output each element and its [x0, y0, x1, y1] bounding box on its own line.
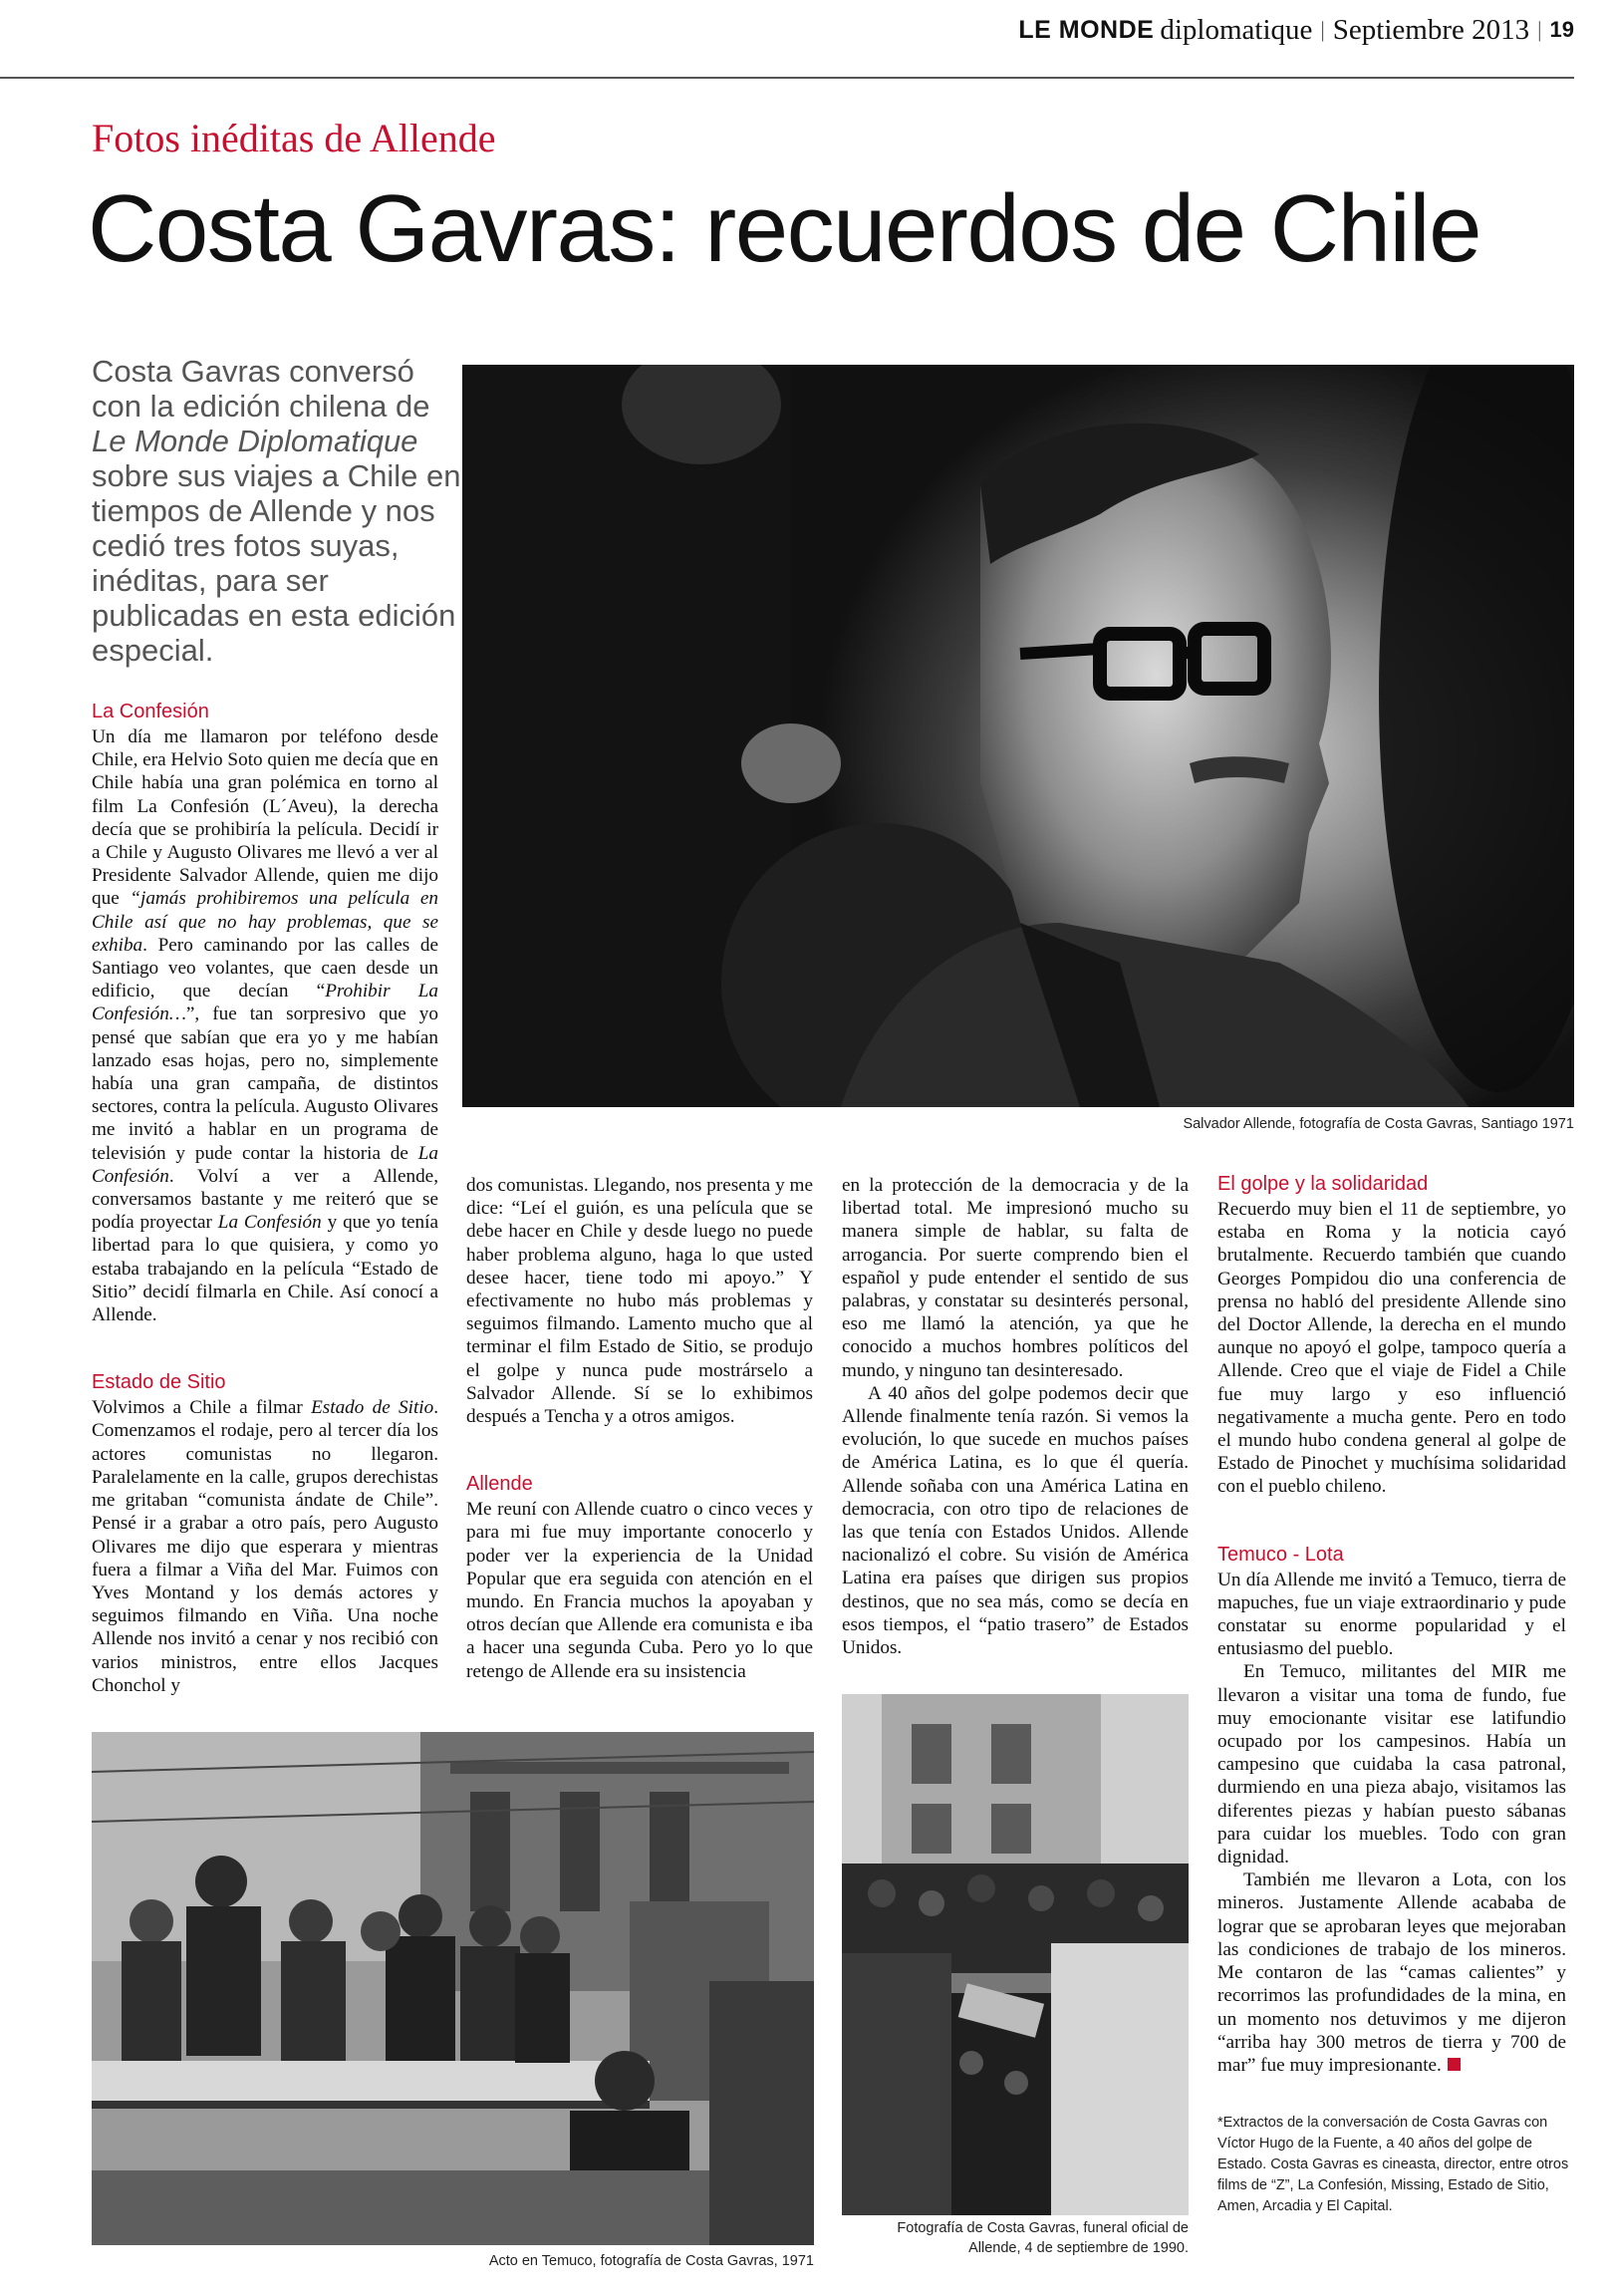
section-body-temuco: Un día Allende me invitó a Temuco, tierra de mapuches, fue un viaje extraordinario y pude constatar su enorme popularidad y el entusiasmo del pueblo.: [1217, 1569, 1566, 1660]
section-body-estado-de-sitio: [92, 1396, 438, 1697]
section-body-temuco-paragraph-3: [1217, 1868, 1566, 2077]
section-heading-la-confesion: La Confesión: [92, 701, 209, 722]
section-body-allende: Me reuní con Allende cuatro o cinco veces y para mi fue muy importante conocerlo y poder ver la experiencia de la Unidad Popular que era seguida con atención en el mundo. En Francia muchos la apoyaban y otros decían que Allende era comunista e iba a hacer una segunda Cuba. Pero yo lo que retengo de Allende era su insistencia: [466, 1499, 813, 1682]
funeral-illustration: [842, 1694, 1189, 2215]
section-body-allende-continued: en la protección de la democracia y de la libertad total. Me impresionó mucho su manera simple de hablar, su falta de arrogancia. Por suerte comprendo bien el español y pude entender el sentido de sus palabras, y constatar su desinterés personal, eso me llamó la atención, ya que he conocido a muchos hombres políticos del mundo, y ninguno tan desinteresado.: [842, 1175, 1189, 1381]
section-heading-temuco-lota: Temuco - Lota: [1217, 1543, 1344, 1566]
film-title: Estado de Sitio: [311, 1397, 434, 1419]
body-text: y que yo tenía libertad para lo que quisiera, y como yo estaba trabajando en la película “Estado de Sitio” decidí filmarla en Chile. Así conocí a Allende.: [92, 1212, 438, 1326]
lede-text: sobre sus viajes a Chile en tiempos de Allende y nos cedió tres fotos suyas, inéditas, para ser publicadas en esta edición especial.: [92, 458, 461, 668]
section-body-allende-paragraph-2: A 40 años del golpe podemos decir que Allende finalmente tenía razón. Si vemos la evolución, lo que sucede en muchos países de América Latina, es lo que él quería. Allende soñaba con una América Latina en democracia, con otro tipo de relaciones de las que tenía con Estados Unidos. Allende nacionalizó el cobre. Su visión de América Latina era países que dirigen sus propios destinos, que no sea más, como se decía en esos tiempos, el “patio trasero” de Estados Unidos.: [842, 1382, 1189, 1659]
temuco-illustration: [92, 1732, 814, 2245]
column-3: [842, 1174, 1189, 1659]
page-title: Costa Gavras: recuerdos de Chile: [88, 175, 1480, 282]
section-heading-el-golpe: El golpe y la solidaridad: [1217, 1173, 1429, 1195]
header-separator: |: [1320, 17, 1325, 42]
body-text: ”, fue tan sorpresivo que yo pensé que sabían que era yo y me habían lanzado esas hojas, pero no, simplemente había una gran campaña, de distintos sectores, contra la película. Augusto Olivares me invitó a hablar en un programa de televisión y pude contar la historia de: [92, 1004, 438, 1164]
main-photo-caption: Salvador Allende, fotografía de Costa Gavras, Santiago 1971: [1183, 1116, 1574, 1132]
page-number: 19: [1549, 17, 1574, 42]
film-title: La Confesión: [217, 1212, 322, 1234]
portrait-illustration: [462, 365, 1574, 1107]
section-body-estado-de-sitio-continued: dos comunistas. Llegando, nos presenta y me dice: “Leí el guión, es una película que se debe hacer en Chile y desde luego no puede haber problema alguno, haga lo que usted desee hacer, tiene todo mi apoyo.” Y efectivamente no hubo más problemas y seguimos filmando. Lamento mucho que al terminar el film Estado de Sitio, se produjo el golpe y nunca pude mostrárselo a Salvador Allende. Sí se lo exhibimos después a Tencha y a otros amigos.: [466, 1175, 813, 1428]
film-title: La Confesión: [92, 1142, 438, 1187]
footnote: *Extractos de la conversación de Costa Gavras con Víctor Hugo de la Fuente, a 40 años del golpe de Estado. Costa Gavras es cineasta, director, entre otros films de “Z”, La Confesión, Missing, Estado de Sitio, Amen, Arcadia y El Capital.: [1217, 2115, 1569, 2214]
body-text: También me llevaron a Lota, con los mineros. Justamente Allende acababa de lograr que se aprobaran leyes que mejoraban las condiciones de trabajo de los mineros. Me contaron de las “camas calientes” y recorrimos las profundidades de la mina, en un momento nos detuvimos y me dijeron “arriba hay 300 metros de tierra y 700 de mar” fue muy impresionante.: [1217, 1869, 1566, 2076]
body-text: Un día me llamaron por teléfono desde Chile, era Helvio Soto quien me decía que en Chile había una gran polémica en torno al film La Confesión (L´Aveu), la derecha decía que se prohibiría la película. Decidí ir a Chile y Augusto Olivares me llevó a ver al Presidente Salvador Allende, quien me dijo que: [92, 726, 438, 910]
header-separator: |: [1537, 17, 1542, 42]
lede-publication: Le Monde Diplomatique: [92, 424, 418, 458]
temuco-photo-caption: Acto en Temuco, fotografía de Costa Gavras, 1971: [488, 2253, 814, 2269]
funeral-photo: [842, 1694, 1189, 2215]
section-body-el-golpe: Recuerdo muy bien el 11 de septiembre, yo estaba en Roma y la noticia cayó brutalmente. Recuerdo también que cuando Georges Pompidou dio una conferencia de prensa no habló del presidente Allende sino del Doctor Allende, la derecha en el mundo aunque no apoyó el golpe, tampoco quería a Allende. Creo que el viaje de Fidel a Chile fue muy largo y eso influenció negativamente a mucha gente. Pero en todo el mundo hubo condena general al golpe de Estado de Pinochet y muchísima solidaridad con el pueblo chileno.: [1217, 1199, 1566, 1498]
masthead: [1018, 10, 1574, 50]
section-heading-estado-de-sitio: Estado de Sitio: [92, 1371, 226, 1394]
body-text: . Volví a ver a Allende, conversamos bastante y me reiteró que se podía proyectar: [92, 1165, 438, 1234]
column-2: [466, 1174, 813, 1683]
body-text: Volvimos a Chile a filmar: [92, 1397, 312, 1419]
quote-text: “jamás prohibiremos una película en Chile así que no hay problemas, que se exhiba: [92, 888, 438, 956]
body-text: . Comenzamos el rodaje, pero al tercer día los actores comunistas no llegaron. Paralelamente en la calle, grupos derechistas me gritaban “comunista ándate de Chile”. Pensé ir a grabar a otro país, pero Augusto Olivares me dijo que esperara y mientras fuera a filmar a Viña del Mar. Fuimos con Yves Montand y los demás actores y seguimos filmando en Viña. Una noche Allende nos invitó a cenar y nos recibió con varios ministros, entre ellos Jacques Chonchol y: [92, 1397, 438, 1696]
lede-text: Costa Gavras conversó con la edición chilena de: [92, 354, 430, 424]
column-4: [1217, 1172, 1566, 2077]
body-text: . Pero caminando por las calles de Santiago veo volantes, que caen desde un edificio, que decían “: [92, 934, 438, 1003]
end-of-article-mark: [1448, 2058, 1461, 2071]
section-body-la-confesion: [92, 725, 438, 1326]
brand-bold: LE MONDE: [1018, 15, 1155, 44]
temuco-event-photo: [92, 1732, 814, 2245]
issue-date: Septiembre 2013: [1332, 13, 1530, 46]
quote-text: Prohibir La Confesión…: [92, 981, 439, 1025]
funeral-photo-caption: Fotografía de Costa Gavras, funeral oficial de Allende, 4 de septiembre de 1990.: [897, 2220, 1189, 2256]
brand-light: diplomatique: [1160, 13, 1313, 46]
header-rule: [0, 77, 1574, 79]
kicker: Fotos inéditas de Allende: [92, 116, 496, 160]
column-1: [92, 700, 438, 1697]
section-heading-allende: Allende: [466, 1473, 533, 1496]
lede: [92, 354, 470, 668]
allende-portrait-photo: [462, 365, 1574, 1107]
section-body-temuco-paragraph-2: En Temuco, militantes del MIR me llevaron a visitar una toma de fundo, fue muy emocionante visitar ese latifundio ocupado por los campesinos. Había un campesino que cuidaba la casa patronal, durmiendo en una pieza abajo, visitamos las diferentes piezas y habían puesto sábanas para cuidar los muebles. Todo con gran dignidad.: [1217, 1661, 1566, 1868]
